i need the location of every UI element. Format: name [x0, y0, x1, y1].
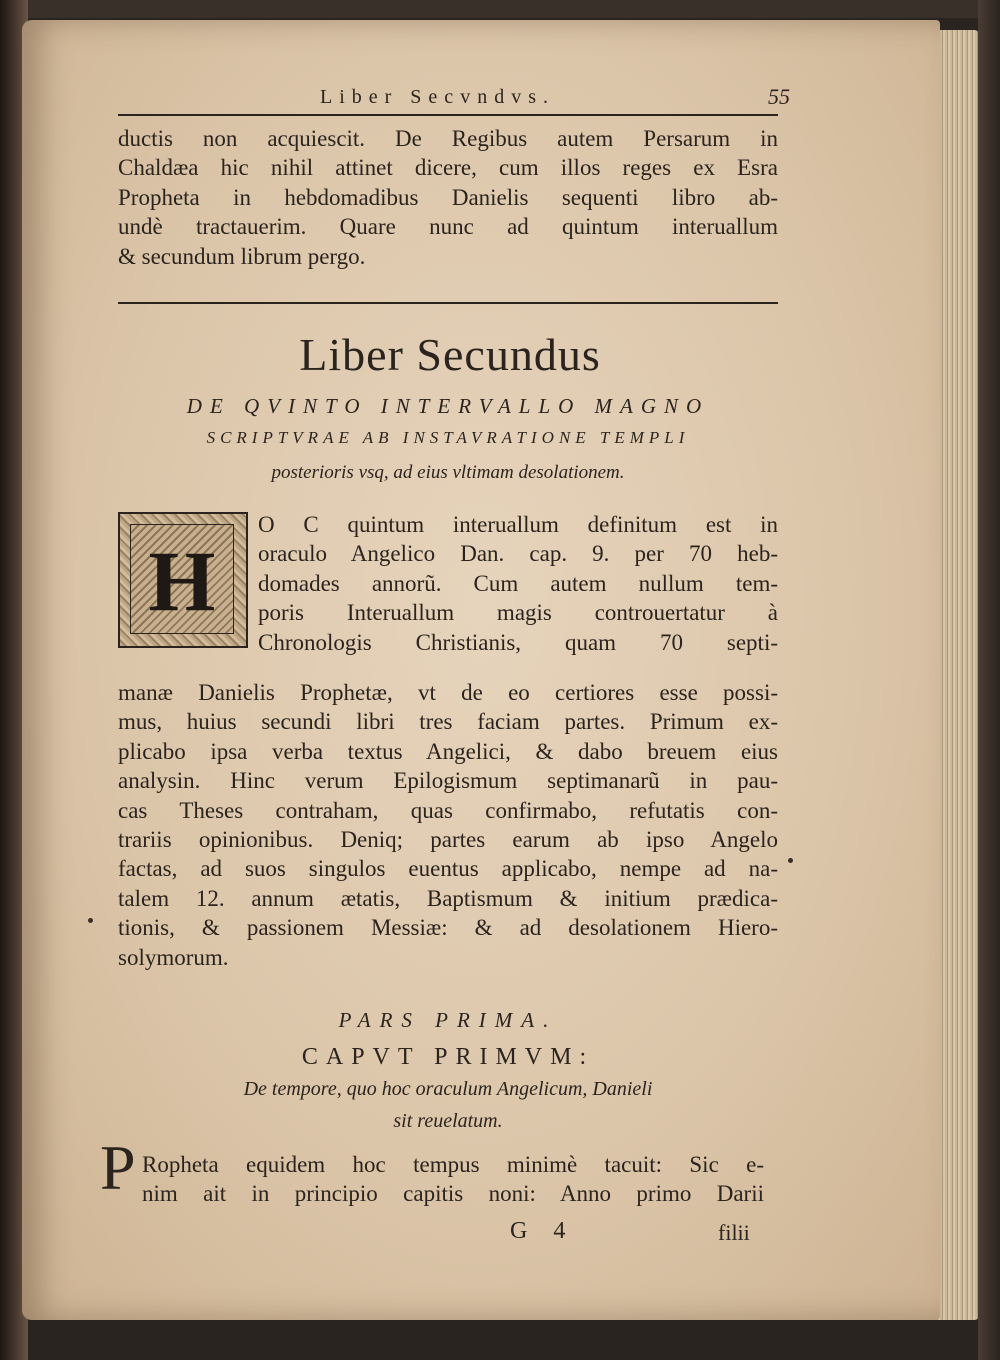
- text-line: & secundum librum pergo.: [118, 243, 366, 269]
- decorated-initial-frame: [130, 524, 234, 634]
- text-line: cas Theses contraham, quas confirmabo, refutatis con-: [118, 797, 778, 823]
- text-line: poris Interuallum magis controuertatur à: [258, 600, 778, 626]
- text-line: analysin. Hinc verum Epilogismum septimanarũ in pau-: [118, 768, 778, 794]
- chapter-title-line-2: sit reuelatum.: [393, 1110, 503, 1132]
- drop-cap-paragraph: [258, 510, 778, 657]
- text-line: factas, ad suos singulos euentus applicabo, nempe ad na-: [118, 856, 778, 882]
- initial-letter: H: [148, 533, 216, 629]
- text-line: mus, huius secundi libri tres faciam partes. Primum ex-: [118, 709, 778, 735]
- chapter-title-line-1: De tempore, quo hoc oraculum Angelicum, Danieli: [243, 1078, 653, 1100]
- book-subtitle-3: posterioris vsq, ad eius vltimam desolationem.: [271, 462, 625, 483]
- part-heading: PARS PRIMA.: [338, 1008, 558, 1032]
- text-line: solymorum.: [118, 944, 229, 970]
- header-rule: [118, 114, 778, 116]
- running-head: [120, 84, 790, 114]
- text-line: undè tractauerim. Quare nunc ad quintum interuallum: [118, 214, 778, 240]
- book-subtitle-2: SCRIPTVRAE AB INSTAVRATIONE TEMPLI: [206, 428, 690, 447]
- margin-mark: [788, 858, 793, 863]
- text-line: tionis, & passionem Messiæ: & ad desolationem Hiero-: [118, 915, 778, 941]
- text-line: nim ait in principio capitis noni: Anno primo Darii: [142, 1181, 764, 1207]
- running-head-title: Liber Secvndvs.: [320, 86, 555, 108]
- text-line: O C quintum interuallum definitum est in: [258, 512, 778, 537]
- text-line: Ropheta equidem hoc tempus minimè tacuit: Sic e-: [142, 1152, 764, 1177]
- book-cover-edge: [978, 0, 1000, 1360]
- text-line: talem 12. annum ætatis, Baptismum & initium prædica-: [118, 885, 778, 911]
- chapter-paragraph: [142, 1150, 764, 1209]
- page-number: 55: [768, 84, 790, 109]
- text-line: Chronologis Christianis, quam 70 septi-: [258, 629, 778, 655]
- book-subtitle-1: DE QVINTO INTERVALLO MAGNO: [186, 394, 710, 418]
- text-line: Chaldæa hic nihil attinet dicere, cum illos reges ex Esra: [118, 155, 778, 181]
- book-top-edge: [0, 0, 1000, 18]
- text-line: plicabo ipsa verba textus Angelici, & dabo breuem eius: [118, 738, 778, 764]
- margin-mark: [88, 918, 93, 923]
- decorated-initial: [118, 512, 248, 648]
- catchword: filii: [718, 1220, 750, 1245]
- top-paragraph: [118, 124, 778, 271]
- body-paragraph: [118, 678, 778, 972]
- text-line: trariis opinionibus. Deniq; partes earum ab ipso Angelo: [118, 827, 778, 853]
- chapter-heading: CAPVT PRIMVM:: [301, 1044, 595, 1070]
- chapter-initial: P: [100, 1132, 136, 1203]
- text-line: Propheta in hebdomadibus Danielis sequenti libro ab-: [118, 184, 778, 210]
- text-line: manæ Danielis Prophetæ, vt de eo certiores esse possi-: [118, 680, 778, 705]
- section-rule: [118, 302, 778, 304]
- text-line: oraculo Angelico Dan. cap. 9. per 70 heb-: [258, 541, 778, 567]
- book-title: Liber Secundus: [299, 329, 601, 380]
- signature-mark: G 4: [510, 1218, 576, 1244]
- text-line: ductis non acquiescit. De Regibus autem Persarum in: [118, 126, 778, 151]
- text-line: domades annorũ. Cum autem nullum tem-: [258, 570, 778, 596]
